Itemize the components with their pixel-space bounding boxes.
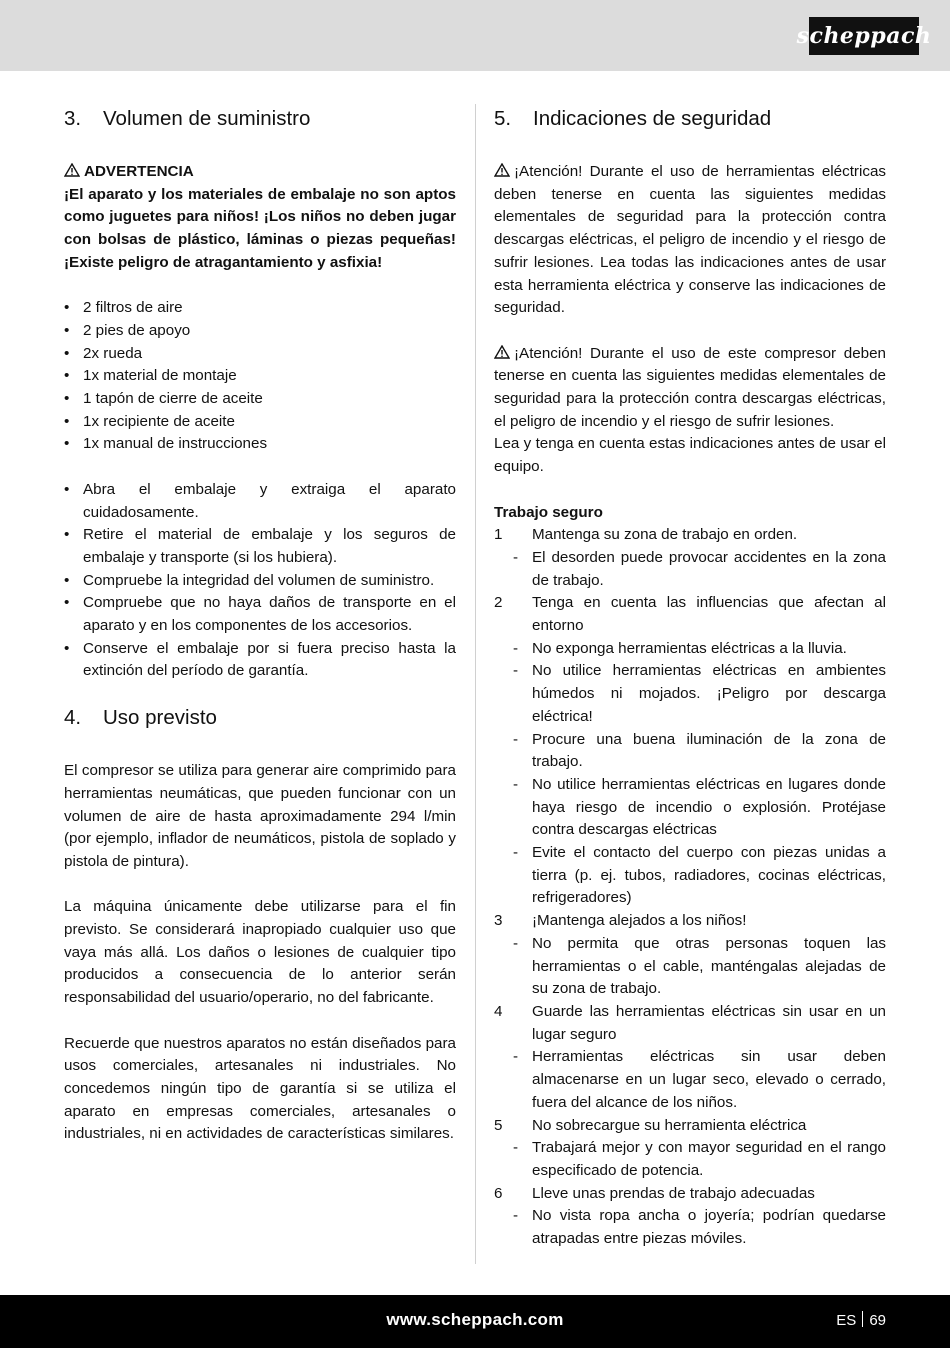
- rule-subitem: [494, 547, 886, 592]
- rule-subitem-text: Trabajará mejor y con mayor seguridad en el rango especificado de potencia.: [532, 1139, 886, 1179]
- rule-subitem-text: No exponga herramientas eléctricas a la lluvia.: [532, 639, 847, 657]
- rule-text: No sobrecargue su herramienta eléctrica: [532, 1116, 807, 1134]
- safety-rules-list: [494, 524, 886, 1251]
- supply-item: • 1x material de montaje: [64, 365, 456, 388]
- rule-subitem: [494, 842, 886, 910]
- separator: [862, 1311, 863, 1327]
- rule-text: Tenga en cuenta las influencias que afectan al entorno: [532, 594, 886, 635]
- supply-item: • 2x rueda: [64, 343, 456, 366]
- safety-rule: [494, 524, 886, 547]
- unpacking-step: • Conserve el embalaje por si fuera preciso hasta la extinción del período de garantía.: [64, 638, 456, 683]
- unpacking-steps-list: [64, 479, 456, 683]
- rule-subitem: [494, 638, 886, 661]
- left-column: [64, 104, 456, 1146]
- section-5-heading: 5. Indicaciones de seguridad: [494, 107, 772, 130]
- footer-bar: [0, 1295, 950, 1348]
- dash-marker: -: [513, 548, 519, 566]
- supply-list: [64, 297, 456, 456]
- rule-text: ¡Mantenga alejados a los niños!: [532, 912, 747, 930]
- brand-logo: scheppach: [809, 17, 919, 55]
- supply-item: • 1 tapón de cierre de aceite: [64, 388, 456, 411]
- rule-number: 6: [494, 1184, 503, 1202]
- safety-rule: [494, 1183, 886, 1206]
- rule-text: Lleve unas prendas de trabajo adecuadas: [532, 1184, 815, 1202]
- rule-subitem-text: No permita que otras personas toquen las herramientas o el cable, manténgalas alejadas de su zona de trabajo.: [532, 934, 886, 998]
- rule-subitem-text: No utilice herramientas eléctricas en lugares donde haya riesgo de incendio o explosión. Protéjase contra descargas eléctricas: [532, 775, 886, 839]
- dash-marker: -: [513, 639, 519, 657]
- dash-marker: -: [513, 934, 519, 952]
- intended-use-paragraph-2: La máquina únicamente debe utilizarse para el fin previsto. Se considerará inapropiado cualquier uso que vaya más allá. Los daños o lesiones de cualquier tipo producidos a consecuencia de lo anterior serán responsabilidad del usuario/operario, no del fabricante.: [64, 898, 456, 1007]
- safety-rule: [494, 1001, 886, 1046]
- dash-marker: -: [513, 775, 519, 793]
- rule-subitem: [494, 1137, 886, 1182]
- attention-paragraph-1: ¡Atención! Durante el uso de herramientas eléctricas deben tenerse en cuenta las siguientes medidas elementales de seguridad para la protección contra descargas eléctricas, el peligro de incendio y el riesgo de sufrir lesiones. Lea todas las indicaciones antes de usar esta herramienta eléctrica y conserve las indicaciones de seguridad.: [494, 163, 886, 317]
- intended-use-paragraph-3: Recuerde que nuestros aparatos no están diseñados para usos comerciales, artesanales ni industriales. No concedemos ningún tipo de garantía si se utiliza el aparato en empresas comerciales, artesanales o industriales, ni en actividades de características similares.: [64, 1034, 456, 1143]
- safety-rule: [494, 1115, 886, 1138]
- rule-subitem-text: Procure una buena iluminación de la zona de trabajo.: [532, 730, 886, 771]
- unpacking-step: • Compruebe la integridad del volumen de suministro.: [64, 570, 456, 593]
- right-column: [494, 104, 886, 1251]
- warning-title: ADVERTENCIA: [64, 161, 456, 184]
- safety-rule: [494, 592, 886, 637]
- rule-text: Guarde las herramientas eléctricas sin usar en un lugar seguro: [532, 1002, 886, 1043]
- rule-subitem: [494, 660, 886, 728]
- rule-subitem: [494, 729, 886, 774]
- website-url[interactable]: www.scheppach.com: [386, 1310, 564, 1329]
- header-bar: [0, 0, 950, 71]
- dash-marker: -: [513, 662, 519, 680]
- dash-marker: -: [513, 1207, 519, 1225]
- unpacking-step: • Abra el embalaje y extraiga el aparato cuidadosamente.: [64, 479, 456, 524]
- rule-subitem-text: No utilice herramientas eléctricas en ambientes húmedos ni mojados. ¡Peligro por descarga eléctrica!: [532, 662, 886, 725]
- rule-number: 3: [494, 912, 503, 930]
- rule-number: 4: [494, 1002, 503, 1020]
- dash-marker: -: [513, 1048, 519, 1066]
- column-divider: [475, 104, 476, 1264]
- supply-item: • 2 pies de apoyo: [64, 320, 456, 343]
- supply-item: • 1x recipiente de aceite: [64, 411, 456, 434]
- warning-text: ¡El aparato y los materiales de embalaje no son aptos como juguetes para niños! ¡Los niños no deben jugar con bolsas de plástico, láminas o piezas pequeñas! ¡Existe peligro de atragantamiento y asfixia!: [64, 185, 456, 271]
- warning-triangle-icon: [494, 163, 510, 177]
- safety-rule: [494, 910, 886, 933]
- rule-number: 2: [494, 594, 503, 612]
- dash-marker: -: [513, 844, 519, 862]
- section-4-heading: 4. Uso previsto: [64, 706, 217, 730]
- rule-text: Mantenga su zona de trabajo en orden.: [532, 526, 798, 544]
- rule-subitem: [494, 1205, 886, 1250]
- warning-triangle-icon: [494, 345, 510, 359]
- intended-use-paragraph-1: El compresor se utiliza para generar aire comprimido para herramientas neumáticas, que pueden funcionar con un volumen de aire de hasta aproximadamente 294 l/min (por ejemplo, inflador de neumáticos, pistola de soplado y pistola de pintura).: [64, 762, 456, 870]
- rule-subitem: [494, 933, 886, 1001]
- unpacking-step: • Compruebe que no haya daños de transporte en el aparato y en los componentes de los accesorios.: [64, 592, 456, 637]
- dash-marker: -: [513, 1139, 519, 1157]
- warning-triangle-icon: [64, 163, 80, 177]
- rule-subitem: [494, 774, 886, 842]
- attention-paragraph-2: ¡Atención! Durante el uso de este compresor deben tenerse en cuenta las siguientes medidas elementales de seguridad para la protección contra descargas eléctricas, el peligro de incendio y el riesgo de sufrir lesiones.: [494, 344, 886, 430]
- attention-paragraph-2b: Lea y tenga en cuenta estas indicaciones antes de usar el equipo.: [494, 435, 886, 476]
- page-number: ES 69: [836, 1312, 886, 1329]
- rule-subitem-text: Herramientas eléctricas sin usar deben almacenarse en un lugar seco, elevado o cerrado, fuera del alcance de los niños.: [532, 1048, 886, 1111]
- rule-number: 1: [494, 526, 503, 544]
- rule-subitem-text: No vista ropa ancha o joyería; podrían quedarse atrapadas entre piezas móviles.: [532, 1207, 886, 1248]
- rule-subitem-text: El desorden puede provocar accidentes en la zona de trabajo.: [532, 548, 886, 589]
- unpacking-step: • Retire el material de embalaje y los seguros de embalaje y transporte (si los hubiera).: [64, 524, 456, 569]
- rule-subitem: [494, 1046, 886, 1114]
- safe-work-title: Trabajo seguro: [494, 503, 603, 521]
- supply-item: • 2 filtros de aire: [64, 297, 456, 320]
- supply-item: • 1x manual de instrucciones: [64, 433, 456, 456]
- dash-marker: -: [513, 730, 519, 748]
- rule-number: 5: [494, 1116, 503, 1134]
- rule-subitem-text: Evite el contacto del cuerpo con piezas unidas a tierra (p. ej. tubos, radiadores, cocinas eléctricas, refrigeradores): [532, 844, 886, 907]
- section-3-heading: 3. Volumen de suministro: [64, 107, 311, 130]
